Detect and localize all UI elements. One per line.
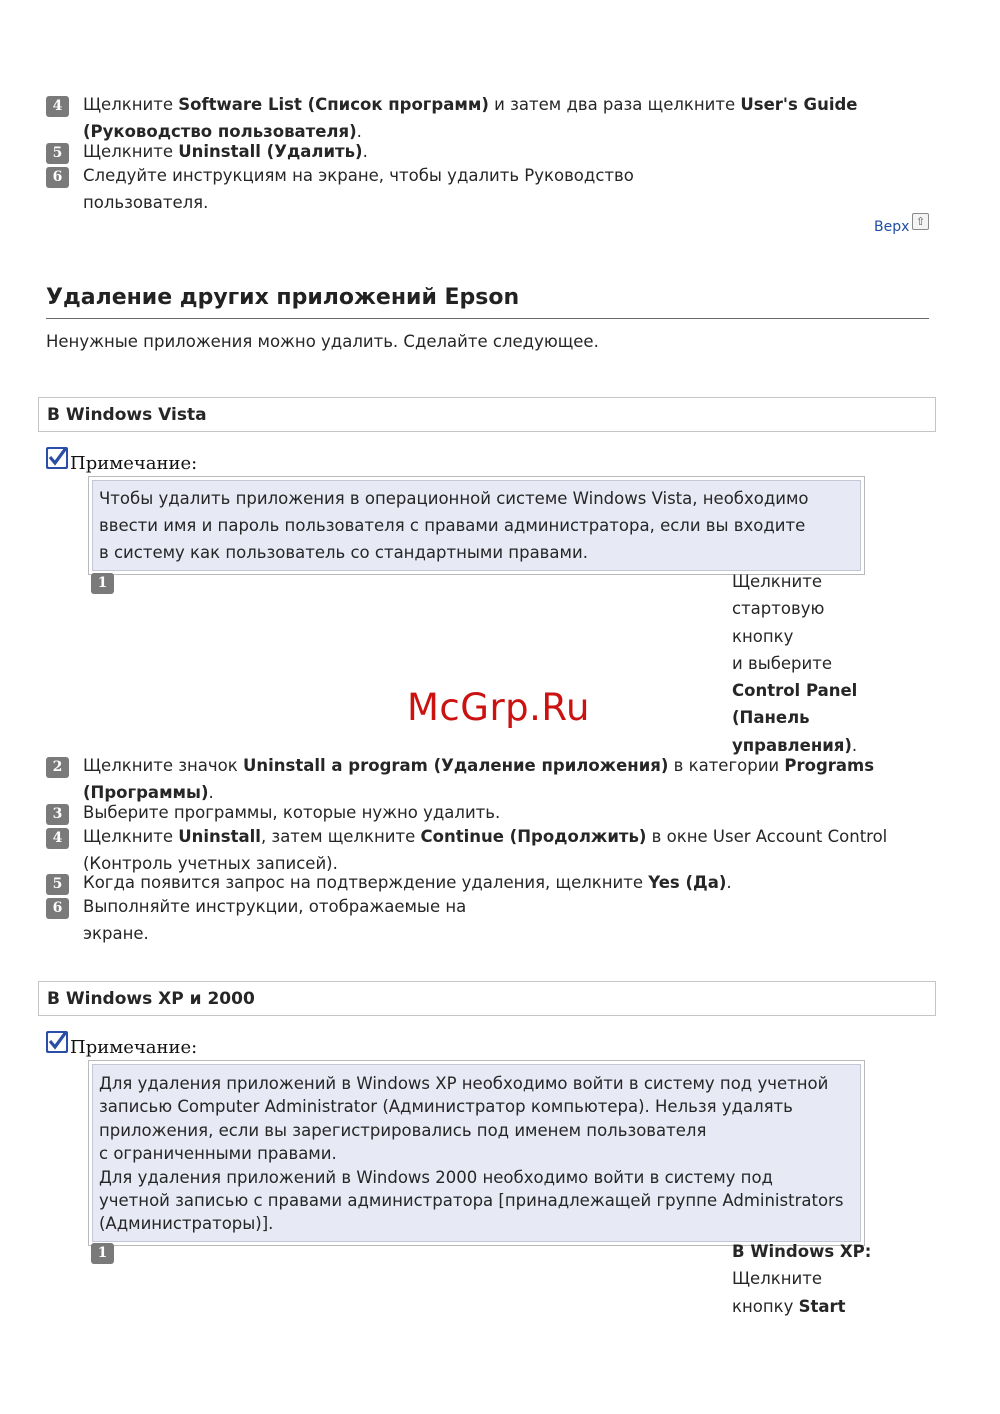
xp-note-box xyxy=(88,1060,865,1246)
note-line: (Администраторы)]. xyxy=(99,1214,274,1234)
step-text: экране. xyxy=(83,924,149,943)
step-text: и затем два раза щелкните xyxy=(488,95,741,114)
step-number-4: 4 xyxy=(46,828,69,849)
vista-section-header xyxy=(38,397,936,432)
menu-name: Programs xyxy=(784,756,875,775)
section-divider xyxy=(46,318,929,319)
step-number-1: 1 xyxy=(91,573,114,594)
step-6-text xyxy=(83,162,634,216)
menu-name: управления) xyxy=(732,735,852,755)
vista-step-2-text xyxy=(83,752,874,806)
checkmark-note-icon xyxy=(45,1030,69,1054)
note-line: с ограниченными правами. xyxy=(99,1144,337,1164)
step-text: . xyxy=(208,783,214,802)
vista-step-3-text: Выберите программы, которые нужно удалить. xyxy=(83,803,501,822)
step-number-4: 4 xyxy=(46,96,69,117)
menu-name: Continue (Продолжить) xyxy=(420,827,647,846)
step-text: пользователя. xyxy=(83,193,209,212)
vista-step-6-text xyxy=(83,893,466,947)
step-text: в категории xyxy=(668,756,785,775)
menu-name: (Программы) xyxy=(83,783,209,802)
step-text: и выберите xyxy=(732,653,833,673)
step-text: кнопку xyxy=(732,626,794,646)
section-intro: Ненужные приложения можно удалить. Сделайте следующее. xyxy=(46,332,599,351)
note-line: учетной записью с правами администратора [принадлежащей группе Administrators xyxy=(99,1191,844,1211)
note-content xyxy=(92,480,861,571)
vista-step-1-text xyxy=(732,568,857,759)
step-text: . xyxy=(356,122,362,141)
xp-step-1-text xyxy=(732,1238,871,1320)
note-content xyxy=(92,1064,861,1242)
vista-note-box xyxy=(88,476,865,575)
step-text: Следуйте инструкциям на экране, чтобы удалить Руководство xyxy=(83,166,634,185)
step-number-5: 5 xyxy=(46,143,69,164)
step-text: . xyxy=(851,735,858,755)
note-line: Чтобы удалить приложения в операционной системе Windows Vista, необходимо xyxy=(99,489,809,508)
menu-name: User's Guide xyxy=(740,95,858,114)
menu-name: Yes (Да) xyxy=(648,873,727,892)
menu-name: (Руководство пользователя) xyxy=(83,122,357,141)
step-text: Щелкните значок xyxy=(83,756,243,775)
note-line: записью Computer Administrator (Администратор компьютера). Нельзя удалять xyxy=(99,1097,793,1117)
step-text: кнопку xyxy=(732,1296,799,1316)
step-text: Щелкните xyxy=(83,142,179,161)
note-line: Для удаления приложений в Windows 2000 необходимо войти в систему под xyxy=(99,1167,773,1187)
menu-name: Uninstall (Удалить) xyxy=(178,142,363,161)
step-text: Щелкните xyxy=(732,572,822,591)
checkmark-note-icon xyxy=(45,446,69,470)
menu-name: (Панель xyxy=(732,708,810,728)
step-text: в окне User Account Control xyxy=(646,827,888,846)
menu-name: Uninstall xyxy=(178,827,261,846)
menu-name: Control Panel xyxy=(732,681,858,701)
menu-name: Start xyxy=(798,1296,846,1316)
step-text: . xyxy=(726,873,732,892)
step-number-5: 5 xyxy=(46,874,69,895)
step-5-text xyxy=(83,138,368,165)
step-number-3: 3 xyxy=(46,804,69,825)
section-title: Удаление других приложений Epson xyxy=(46,285,520,310)
menu-name: Uninstall a program (Удаление приложения) xyxy=(242,756,669,775)
step-4-text xyxy=(83,91,858,145)
step-number-1: 1 xyxy=(91,1243,114,1264)
step-text: Когда появится запрос на подтверждение удаления, щелкните xyxy=(83,873,649,892)
arrow-up-icon[interactable]: ⇧ xyxy=(912,213,929,230)
step-text: Щелкните xyxy=(732,1269,822,1289)
step-text: (Контроль учетных записей). xyxy=(83,854,338,873)
vista-step-5-text xyxy=(83,869,732,896)
note-label: Примечание: xyxy=(70,1037,198,1058)
note-label: Примечание: xyxy=(70,453,198,474)
step-text: . xyxy=(362,142,368,161)
step-text: стартовую xyxy=(732,599,825,619)
xp-section-header xyxy=(38,981,936,1016)
step-number-2: 2 xyxy=(46,757,69,778)
step-number-6: 6 xyxy=(46,167,69,188)
note-line: в систему как пользователь со стандартными правами. xyxy=(99,543,588,562)
step-text: Щелкните xyxy=(83,827,179,846)
note-line: приложения, если вы зарегистрировались под именем пользователя xyxy=(99,1120,707,1140)
watermark: McGrp.Ru xyxy=(407,686,590,729)
step-text: Выполняйте инструкции, отображаемые на xyxy=(83,897,467,916)
back-to-top-link[interactable]: Верх xyxy=(874,219,910,235)
vista-header-label: В Windows Vista xyxy=(47,405,207,425)
step-number-6: 6 xyxy=(46,898,69,919)
menu-name: Software List (Список программ) xyxy=(178,95,489,114)
step-text: Щелкните xyxy=(83,95,179,114)
os-label: В Windows XP: xyxy=(732,1242,872,1261)
xp-header-label: В Windows XP и 2000 xyxy=(47,989,255,1009)
note-line: ввести имя и пароль пользователя с правами администратора, если вы входите xyxy=(99,516,806,535)
note-line: Для удаления приложений в Windows XP необходимо войти в систему под учетной xyxy=(99,1074,829,1093)
step-text: , затем щелкните xyxy=(260,827,421,846)
